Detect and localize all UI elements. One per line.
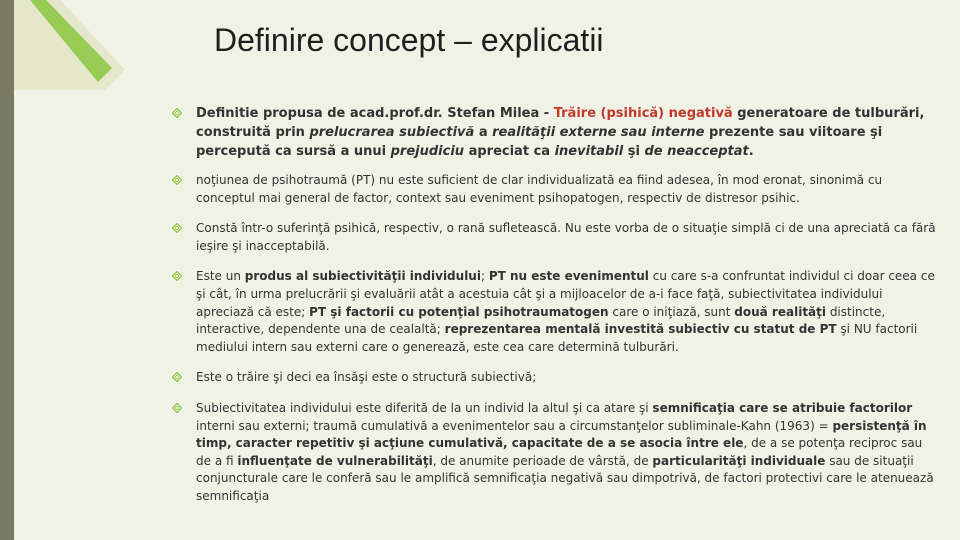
item-text-bold: reprezentarea mentală investită subiectiv cu statut de PT [444, 322, 837, 337]
item-text: . [748, 144, 754, 159]
item-text-bold: influenţate de vulnerabilităţi [237, 453, 433, 468]
item-text: a [474, 125, 493, 140]
list-item [170, 220, 940, 255]
item-text: generatoare de tulburări, construită prin [196, 106, 925, 140]
item-text: apreciat ca [464, 144, 555, 159]
item-text-bold: PT nu este evenimentul [488, 269, 649, 284]
diamond-outline-icon [172, 108, 182, 118]
item-text: , de anumite perioade de vârstă, de [432, 453, 653, 468]
diamond-outline-icon [172, 175, 182, 185]
item-text: Definitie propusa de acad.prof.dr. Stefan Milea - [196, 106, 554, 121]
item-text: ; [480, 269, 489, 284]
item-text: Este un [196, 269, 245, 284]
item-text-highlight: Trăire (psihică) negativă [553, 106, 733, 121]
list-item [170, 268, 940, 356]
item-text-emphasis: inevitabil [554, 144, 624, 159]
diamond-outline-icon [172, 271, 182, 281]
item-text: Constă într-o suferinţă psihică, respectiv, o rană sufletească. Nu este vorba de o situaţie simplă ci de una apreciată ca fără ieşire şi inacceptabilă. [196, 221, 936, 253]
item-text: interni sau externi; traumă cumulativă a evenimentelor sau a circumstanţelor subliminale-Kahn (1963) = [196, 418, 833, 433]
item-text: noţiunea de psihotraumă (PT) nu este suficient de clar individualizată ea fiind adesea, în mod eronat, sinonimă cu conceptul mai general de factor, context sau eveniment psihopatogen, respectiv de distresor psihic. [196, 173, 883, 205]
decorative-arrow-shape [0, 0, 140, 120]
list-item [170, 369, 940, 387]
item-text: şi NU factorii mediului intern sau externi care o generează, este cea care determină tulburări. [196, 322, 918, 354]
diamond-outline-icon [172, 372, 182, 382]
item-text-bold: produs al subiectivităţii individului [244, 269, 481, 284]
item-text: distincte, interactive, dependente una de cealaltă; [196, 304, 886, 337]
bullet-list [170, 104, 940, 519]
item-text-emphasis: prejudiciu [390, 144, 465, 159]
diamond-outline-icon [172, 223, 182, 233]
item-text-bold: persistenţă în timp, caracter repetitiv şi acţiune cumulativă, capacitate de a se asocia între ele [196, 418, 927, 451]
item-text: , de a se potenţa reciproc sau de a fi [196, 436, 923, 468]
item-text: Este o trăire şi deci ea însăşi este o structură subiectivă; [196, 370, 537, 385]
item-text-emphasis: realităţii externe sau interne [492, 125, 705, 140]
list-item [170, 400, 940, 506]
diamond-outline-icon [172, 403, 182, 413]
list-item [170, 104, 940, 161]
item-text: sau de situaţii conjuncturale care le conferă sau le amplifică semnificaţia negativă sau dimpotrivă, de factori protectivi care le atenuează semnificaţia [196, 453, 934, 503]
list-item [170, 172, 940, 207]
item-text: care o iniţiază, sunt [608, 304, 735, 319]
item-text-emphasis: prelucrarea subiectivă [309, 125, 475, 140]
item-text-emphasis: de neacceptat [644, 144, 749, 159]
item-text: cu care s-a confruntat individul ci doar ceea ce şi cât, în urma prelucrării şi evaluării atât a acestuia cât şi a mijloacelor de a-i face faţă, subiectivitatea individului apreciază că este; [196, 269, 935, 319]
item-text: şi [623, 144, 645, 159]
slide-title: Definire concept – explicatii [214, 22, 604, 58]
item-text: prezente sau viitoare şi percepută ca sursă a unui [196, 125, 883, 159]
item-text-bold: PT şi factorii cu potenţial psihotraumatogen [309, 304, 609, 319]
item-text-bold: două realităţi [734, 304, 826, 319]
item-text-bold: semnificaţia care se atribuie factorilor [652, 400, 913, 415]
item-text-bold: particularităţi individuale [652, 453, 826, 468]
item-text: Subiectivitatea individului este diferită de la un individ la altul şi ca atare şi [196, 400, 653, 415]
